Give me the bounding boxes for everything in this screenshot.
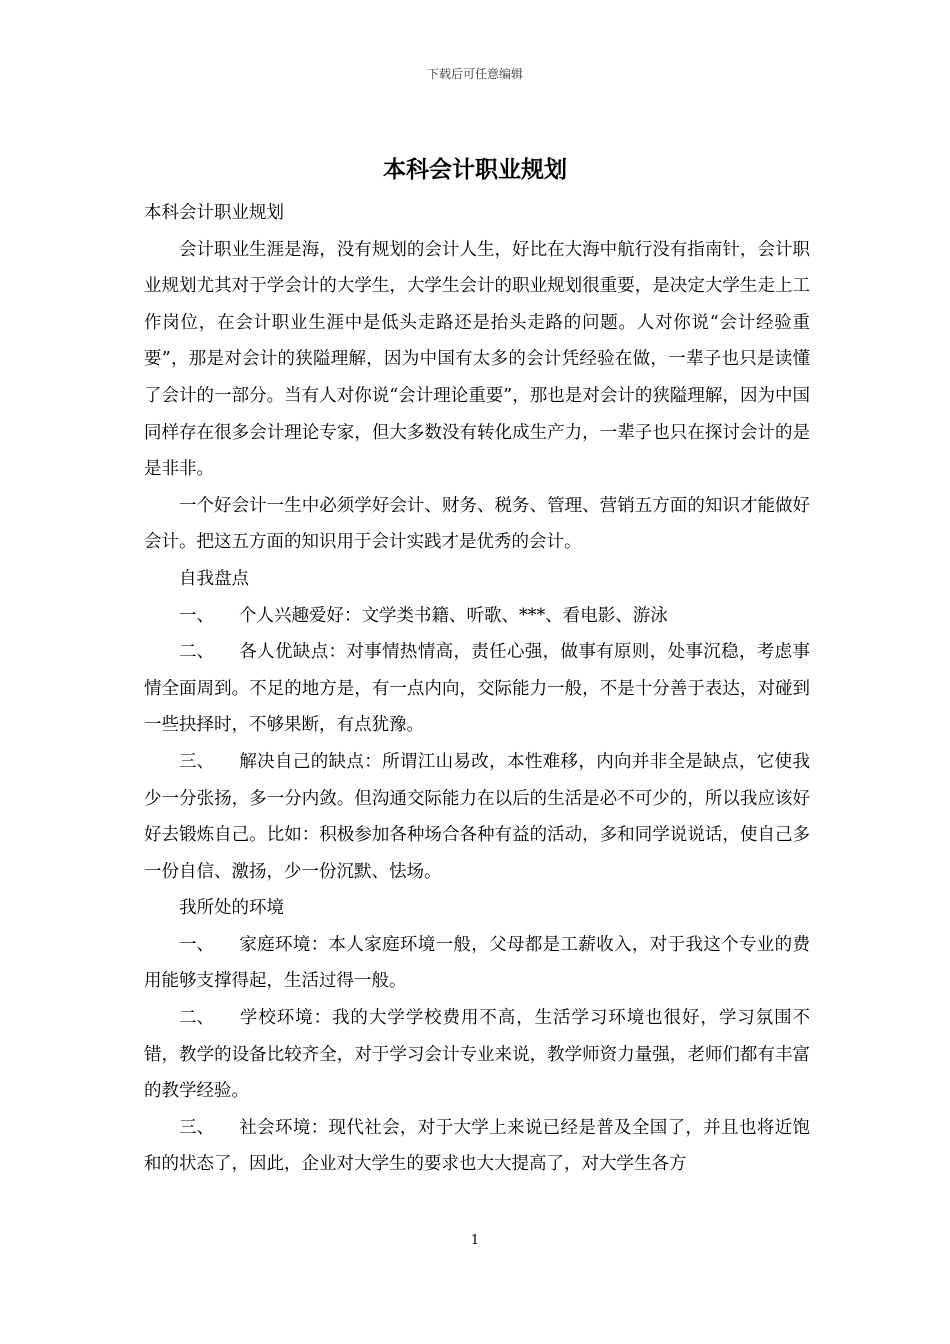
list-item-text: 个人兴趣爱好：文学类书籍、听歌、***、看电影、游泳	[239, 605, 668, 626]
list-item-number: 一、	[179, 934, 214, 955]
intro-paragraph-2: 一个好会计一生中必须学好会计、财务、税务、管理、营销五方面的知识才能做好会计。把这五方面的知识用于会计实践才是优秀的会计。	[144, 495, 810, 553]
list-item	[144, 634, 810, 744]
list-item	[144, 744, 810, 890]
list-item-number: 二、	[179, 1008, 214, 1029]
list-item-text: 解决自己的缺点：所谓江山易改，本性难移，内向并非全是缺点，它使我少一分张扬，多一分内敛。但沟通交际能力在以后的生活是必不可少的，所以我应该好好去锻炼自己。比如：积极参加各种场合各种有益的活动，多和同学说说话，使自己多一份自信、激扬，少一份沉默、怯场。	[144, 751, 810, 882]
document-subtitle: 本科会计职业规划	[144, 203, 284, 223]
document-title: 本科会计职业规划	[383, 157, 567, 183]
section-heading-self-assessment: 自我盘点	[179, 568, 249, 589]
page-number: 1	[470, 1233, 480, 1248]
list-item-number: 三、	[179, 751, 214, 772]
list-item-number: 二、	[179, 642, 214, 663]
list-item-text: 社会环境：现代社会，对于大学上来说已经是普及全国了，并且也将近饱和的状态了，因此，企业对大学生的要求也大大提高了，对大学生各方	[144, 1117, 810, 1175]
list-item-number: 一、	[179, 605, 214, 626]
page-header: 下载后可任意编辑	[426, 67, 523, 81]
list-item	[144, 1110, 810, 1183]
list-item-text: 学校环境：我的大学学校费用不高，生活学习环境也很好，学习氛围不错，教学的设备比较齐全，对于学习会计专业来说，教学师资力量强，老师们都有丰富的教学经验。	[144, 1008, 810, 1102]
list-item-text: 各人优缺点：对事情热情高，责任心强，做事有原则，处事沉稳，考虑事情全面周到。不足的地方是，有一点内向，交际能力一般，不是十分善于表达，对碰到一些抉择时，不够果断，有点犹豫。	[144, 642, 810, 736]
list-item	[144, 598, 810, 635]
list-item	[144, 1000, 810, 1110]
list-item	[144, 927, 810, 1000]
intro-paragraph-1: 会计职业生涯是海，没有规划的会计人生，好比在大海中航行没有指南针，会计职业规划尤其对于学会计的大学生，大学生会计的职业规划很重要，是决定大学生走上工作岗位，在会计职业生涯中是低头走路还是抬头走路的问题。人对你说“会计经验重要”，那是对会计的狭隘理解，因为中国有太多的会计凭经验在做，一辈子也只是读懂了会计的一部分。当有人对你说“会计理论重要”，那也是对会计的狭隘理解，因为中国同样存在很多会计理论专家，但大多数没有转化成生产力，一辈子也只在探讨会计的是是非非。	[144, 239, 810, 480]
section-heading-environment: 我所处的环境	[179, 898, 284, 919]
document-body	[144, 195, 810, 1183]
list-item-text: 家庭环境：本人家庭环境一般，父母都是工薪收入，对于我这个专业的费用能够支撑得起，生活过得一般。	[144, 934, 810, 992]
list-item-number: 三、	[179, 1117, 214, 1138]
